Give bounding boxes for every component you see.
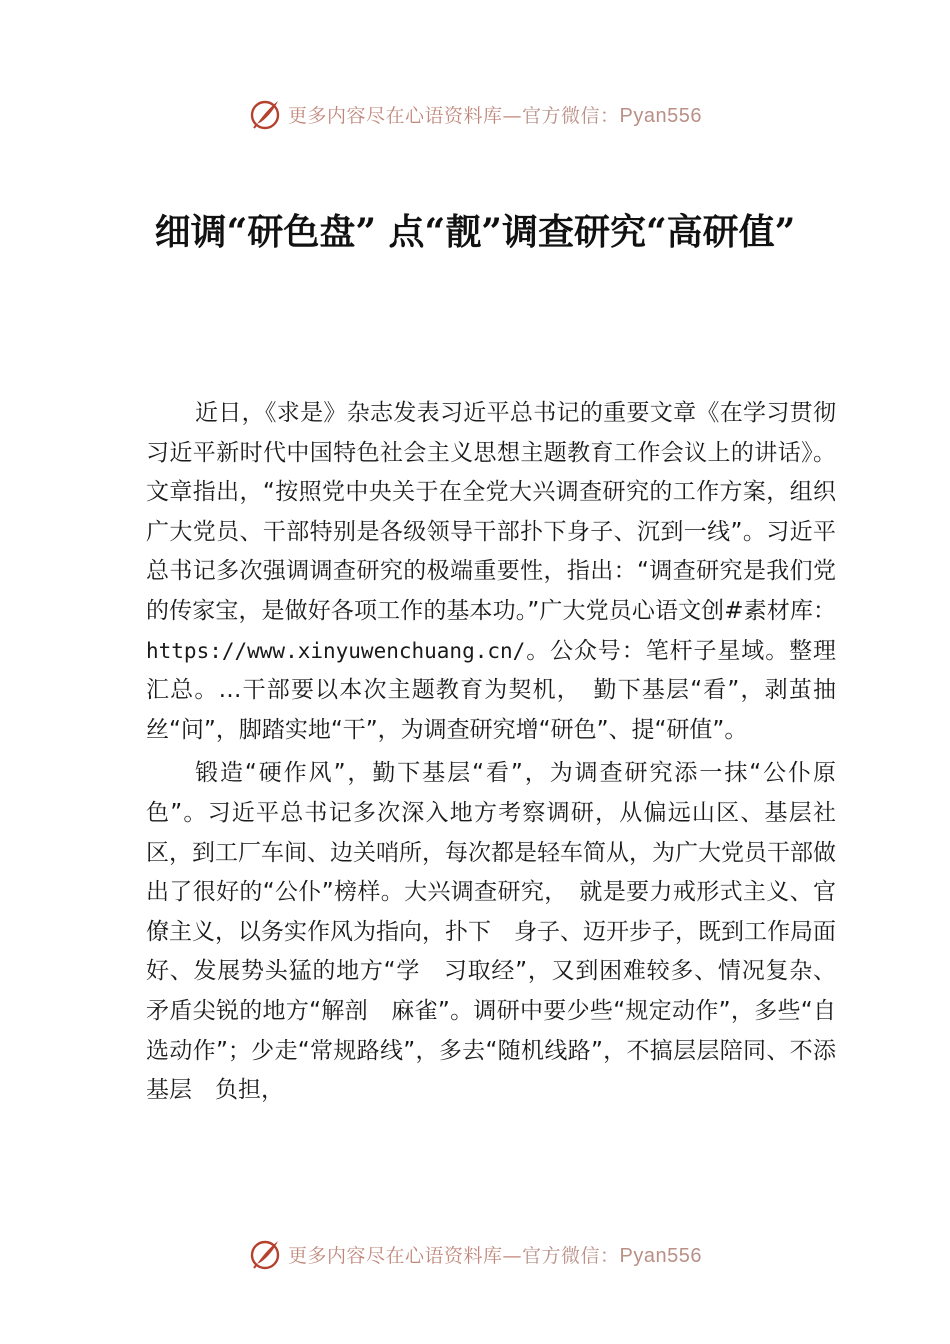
document-title: 细调“研色盘” 点“靓”调查研究“高研值” xyxy=(154,211,796,253)
banner-wechat-id: Pyan556 xyxy=(619,104,702,127)
banner-wechat-id: Pyan556 xyxy=(619,1244,702,1267)
banner-slogan: 更多内容尽在心语资料库 xyxy=(288,104,503,127)
paragraph-1 xyxy=(146,394,836,750)
banner-slogan: 更多内容尽在心语资料库 xyxy=(288,1244,503,1267)
banner-text xyxy=(288,101,702,128)
footer-banner xyxy=(0,1234,950,1274)
banner-separator: — xyxy=(502,104,523,127)
quill-logo-icon xyxy=(248,97,282,131)
banner-wechat-label: 官方微信： xyxy=(522,104,620,127)
banner-separator: — xyxy=(502,1244,523,1267)
paragraph-1-text-b: 。公众号：笔杆子星域。整理汇总。…干部要以本次主题教育为契机， 勤下基层“看”，剥茧抽丝“问”，脚踏实地“干”，为调查研究增“研色”、提“研值”。 xyxy=(146,637,836,743)
header-banner xyxy=(0,94,950,134)
banner-text xyxy=(288,1241,702,1268)
article-body xyxy=(146,394,836,1111)
banner-wechat-label: 官方微信： xyxy=(522,1244,620,1267)
source-url: https://www.xinyuwenchuang.cn/ xyxy=(146,638,526,663)
quill-logo-icon xyxy=(248,1237,282,1271)
paragraph-2: 锻造“硬作风”，勤下基层“看”，为调查研究添一抹“公仆原色”。习近平总书记多次深入地方考察调研，从偏远山区、基层社区，到工厂车间、边关哨所，每次都是轻车简从，为广大党员干部做出了很好的“公仆”榜样。大兴调查研究， 就是要力戒形式主义、官僚主义，以务实作风为指向，扑下 身子、迈开步子，既到工作局面好、发展势头猛的地方“学 习取经”，又到困难较多、情况复杂、矛盾尖锐的地方“解剖 麻雀”。调研中要少些“规定动作”，多些“自选动作”；少走“常规路线”，多去“随机线路”，不搞层层陪同、不添基层 负担， xyxy=(146,760,836,1104)
paragraph-1-text-a: 近日，《求是》杂志发表习近平总书记的重要文章《在学习贯彻习近平新时代中国特色社会主义思想主题教育工作会议上的讲话》。文章指出，“按照党中央关于在全党大兴调查研究的工作方案，组织广大党员、干部特别是各级领导干部扑下身子、沉到一线”。习近平总书记多次强调调查研究的极端重要性，指出：“调查研究是我们党的传家宝，是做好各项工作的基本功。”广大党员心语文创#素材库： xyxy=(146,400,836,624)
